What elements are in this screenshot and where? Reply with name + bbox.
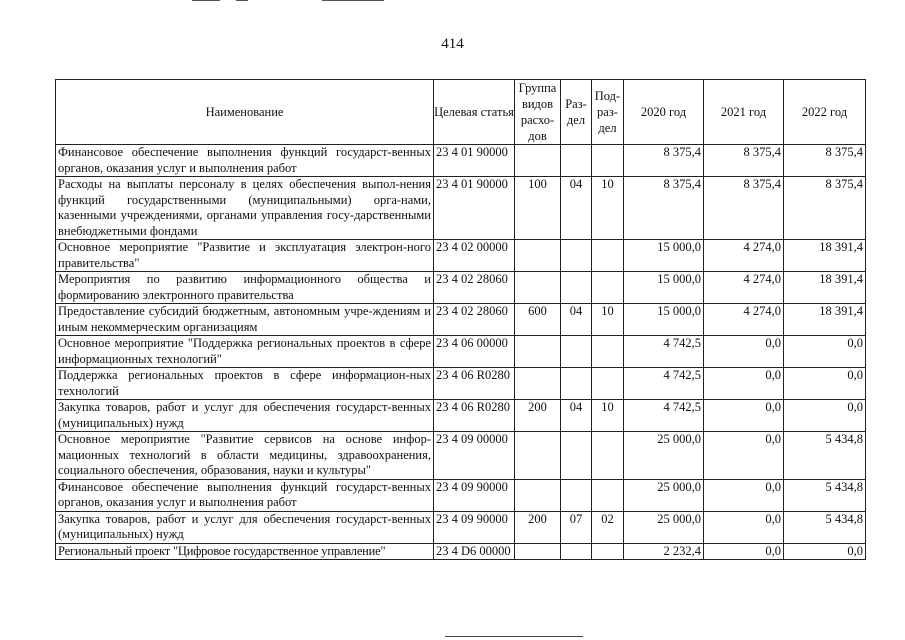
row-2022: 0,0 <box>784 336 866 368</box>
row-2020: 4 742,5 <box>624 368 704 400</box>
row-2020: 4 742,5 <box>624 400 704 432</box>
row-2020: 4 742,5 <box>624 336 704 368</box>
header-2020: 2020 год <box>624 80 704 145</box>
row-name: Поддержка региональных проектов в сфере информацион-ных технологий <box>56 368 434 400</box>
row-2021: 0,0 <box>704 368 784 400</box>
row-section <box>561 479 592 511</box>
header-section: Раз-дел <box>561 80 592 145</box>
row-name: Региональный проект "Цифровое государственное управление" <box>56 543 434 560</box>
row-name: Финансовое обеспечение выполнения функций государст-венных органов, оказания услуг и выполнения работ <box>56 479 434 511</box>
row-target: 23 4 02 28060 <box>434 304 515 336</box>
row-name: Основное мероприятие "Развитие и эксплуатация электрон-ного правительства" <box>56 240 434 272</box>
row-subsection <box>592 240 624 272</box>
row-group <box>515 145 561 177</box>
row-2020: 25 000,0 <box>624 432 704 480</box>
row-group <box>515 432 561 480</box>
row-subsection: 10 <box>592 304 624 336</box>
row-2022: 8 375,4 <box>784 145 866 177</box>
row-2020: 15 000,0 <box>624 304 704 336</box>
row-2021: 0,0 <box>704 479 784 511</box>
row-subsection: 10 <box>592 177 624 240</box>
row-2022: 18 391,4 <box>784 240 866 272</box>
row-target: 23 4 D6 00000 <box>434 543 515 560</box>
row-group: 100 <box>515 177 561 240</box>
row-target: 23 4 09 00000 <box>434 432 515 480</box>
row-2021: 0,0 <box>704 511 784 543</box>
row-target: 23 4 06 00000 <box>434 336 515 368</box>
row-2020: 15 000,0 <box>624 240 704 272</box>
table-row <box>56 177 866 240</box>
row-2020: 25 000,0 <box>624 479 704 511</box>
row-2021: 0,0 <box>704 543 784 560</box>
row-section <box>561 240 592 272</box>
row-name: Основное мероприятие "Развитие сервисов на основе инфор-мационных технологий в области медицины, здравоохранения, социального обеспечения, образования, науки и культуры" <box>56 432 434 480</box>
header-group: Группа видов расхо-дов <box>515 80 561 145</box>
row-2022: 0,0 <box>784 543 866 560</box>
row-name: Мероприятия по развитию информационного общества и формированию электронного правительства <box>56 272 434 304</box>
row-subsection <box>592 336 624 368</box>
row-subsection <box>592 368 624 400</box>
row-2020: 8 375,4 <box>624 145 704 177</box>
row-2021: 0,0 <box>704 432 784 480</box>
row-target: 23 4 09 90000 <box>434 479 515 511</box>
row-2022: 18 391,4 <box>784 272 866 304</box>
row-2022: 5 434,8 <box>784 432 866 480</box>
row-subsection <box>592 543 624 560</box>
top-rule-mid <box>236 0 248 1</box>
table-row <box>56 479 866 511</box>
row-subsection: 02 <box>592 511 624 543</box>
row-section <box>561 432 592 480</box>
table-row <box>56 432 866 480</box>
row-target: 23 4 01 90000 <box>434 145 515 177</box>
row-name: Предоставление субсидий бюджетным, автономным учре-ждениям и иным некоммерческим организациям <box>56 304 434 336</box>
row-subsection: 10 <box>592 400 624 432</box>
row-target: 23 4 02 00000 <box>434 240 515 272</box>
row-name: Закупка товаров, работ и услуг для обеспечения государст-венных (муниципальных) нужд <box>56 511 434 543</box>
row-2021: 8 375,4 <box>704 177 784 240</box>
row-group: 600 <box>515 304 561 336</box>
row-section <box>561 272 592 304</box>
table-row <box>56 400 866 432</box>
row-2020: 25 000,0 <box>624 511 704 543</box>
row-target: 23 4 01 90000 <box>434 177 515 240</box>
row-2021: 4 274,0 <box>704 240 784 272</box>
page-number: 414 <box>441 36 464 52</box>
header-2022: 2022 год <box>784 80 866 145</box>
table-row <box>56 511 866 543</box>
row-subsection <box>592 479 624 511</box>
row-name: Финансовое обеспечение выполнения функций государст-венных органов, оказания услуг и выполнения работ <box>56 145 434 177</box>
table-row <box>56 145 866 177</box>
row-2020: 8 375,4 <box>624 177 704 240</box>
table-row <box>56 336 866 368</box>
row-group <box>515 272 561 304</box>
row-section: 04 <box>561 177 592 240</box>
row-section: 04 <box>561 400 592 432</box>
table-body <box>56 145 866 560</box>
top-rule-right <box>322 0 384 1</box>
row-subsection <box>592 272 624 304</box>
row-2020: 15 000,0 <box>624 272 704 304</box>
table-row <box>56 368 866 400</box>
header-subsection: Под-раз-дел <box>592 80 624 145</box>
row-2022: 18 391,4 <box>784 304 866 336</box>
row-2022: 0,0 <box>784 400 866 432</box>
row-subsection <box>592 145 624 177</box>
row-group <box>515 543 561 560</box>
row-2021: 8 375,4 <box>704 145 784 177</box>
row-2022: 0,0 <box>784 368 866 400</box>
header-2021: 2021 год <box>704 80 784 145</box>
row-group: 200 <box>515 400 561 432</box>
row-group: 200 <box>515 511 561 543</box>
row-section <box>561 543 592 560</box>
row-2021: 4 274,0 <box>704 304 784 336</box>
table-row <box>56 240 866 272</box>
row-2021: 4 274,0 <box>704 272 784 304</box>
row-group <box>515 479 561 511</box>
row-2021: 0,0 <box>704 400 784 432</box>
row-target: 23 4 02 28060 <box>434 272 515 304</box>
bottom-rule <box>445 636 583 637</box>
row-target: 23 4 09 90000 <box>434 511 515 543</box>
row-target: 23 4 06 R0280 <box>434 368 515 400</box>
row-section <box>561 368 592 400</box>
table-row <box>56 304 866 336</box>
row-name: Расходы на выплаты персоналу в целях обеспечения выпол-нения функций государственными (муниципальными) орга-нами, казенными учреждениями, органами управления госу-дарственными внебюджетными фондами <box>56 177 434 240</box>
row-2022: 5 434,8 <box>784 511 866 543</box>
row-name: Закупка товаров, работ и услуг для обеспечения государст-венных (муниципальных) нужд <box>56 400 434 432</box>
table-row <box>56 272 866 304</box>
header-target: Целевая статья <box>434 80 515 145</box>
top-rule-left <box>192 0 220 1</box>
row-group <box>515 336 561 368</box>
budget-table <box>55 79 866 560</box>
table-row <box>56 543 866 560</box>
row-group <box>515 240 561 272</box>
row-2020: 2 232,4 <box>624 543 704 560</box>
row-section: 07 <box>561 511 592 543</box>
row-name: Основное мероприятие "Поддержка региональных проектов в сфере информационных технологий" <box>56 336 434 368</box>
row-subsection <box>592 432 624 480</box>
row-2022: 8 375,4 <box>784 177 866 240</box>
row-section <box>561 336 592 368</box>
table-header-row <box>56 80 866 145</box>
row-section: 04 <box>561 304 592 336</box>
row-group <box>515 368 561 400</box>
row-2022: 5 434,8 <box>784 479 866 511</box>
header-name: Наименование <box>56 80 434 145</box>
row-section <box>561 145 592 177</box>
row-target: 23 4 06 R0280 <box>434 400 515 432</box>
row-2021: 0,0 <box>704 336 784 368</box>
